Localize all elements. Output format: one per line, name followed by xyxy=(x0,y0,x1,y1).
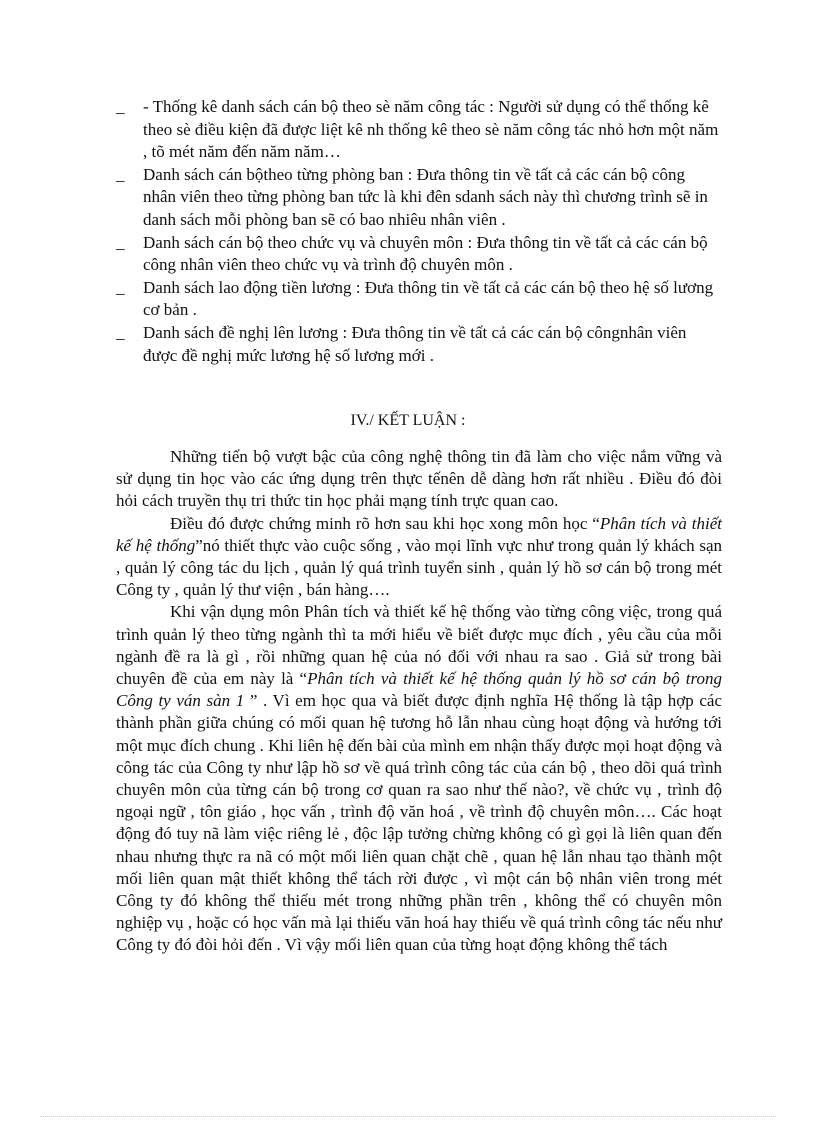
list-item xyxy=(116,96,722,164)
list-item-text: Danh sách cán bộ theo chức vụ và chuyên môn : Đưa thông tin về tất cả các cán bộ công nhân viên theo chức vụ và trình độ chuyên môn . xyxy=(143,232,708,275)
report-list xyxy=(116,96,722,367)
paragraph xyxy=(116,601,722,956)
list-item xyxy=(116,277,722,322)
bullet-marker: _ xyxy=(116,277,125,297)
paragraph-text: Những tiến bộ vượt bậc của công nghệ thông tin đã làm cho việc nắm vững và sử dụng tin học vào các ứng dụng trên thực tếnên dễ dàng hơn rất nhiều . Điều đó đòi hỏi cách truyền thụ tri thức tin học phải mạng tính trực quan cao. xyxy=(116,447,722,511)
thesis-title-italic: Phân tích và thiết kế hệ thống quản lý hồ sơ cán bộ trong Công ty ván sàn 1 xyxy=(116,669,722,711)
list-item xyxy=(116,164,722,232)
list-item-text: Danh sách lao động tiền lương : Đưa thông tin về tất cả các cán bộ theo hệ số lương cơ bản . xyxy=(143,277,714,320)
conclusion-body xyxy=(116,446,722,957)
paragraph xyxy=(116,446,722,513)
paragraph-text: ”nó thiết thực vào cuộc sống , vào mọi lĩnh vực như trong quản lý khách sạn , quản lý công tác du lịch , quản lý quá trình tuyển sinh , quản lý hồ sơ cán bộ trong mét Công ty , quản lý thư viện , bán hàng…. xyxy=(116,535,722,600)
page-bottom-rule xyxy=(40,1116,776,1117)
bullet-marker: _ xyxy=(116,322,125,342)
course-title-italic: Phân tích và thiết kế hệ thống xyxy=(116,513,722,555)
list-item-text: - Thống kê danh sách cán bộ theo sè năm công tác : Người sử dụng có thể thống kê theo sè điều kiện đã được liệt kê nh thống kê theo sè năm công tác nhỏ hơn một năm , tõ mét năm đến năm năm… xyxy=(143,97,719,162)
list-item xyxy=(116,232,722,277)
list-item-text: Danh sách cán bộtheo từng phòng ban : Đưa thông tin về tất cả các cán bộ công nhân viên theo từng phòng ban tức là khi đên sdanh sách này thì chương trình sẽ in danh sách mỗi phòng ban sẽ có bao nhiêu nhân viên . xyxy=(143,164,708,229)
section-heading: IV./ KẾT LUẬN : xyxy=(350,412,466,429)
paragraph-text: Khi vận dụng môn Phân tích và thiết kế hệ thống vào từng công việc, trong quá trình quản lý theo từng ngành thì ta mới hiểu về biết được mục đích , yêu cầu của mỗi ngành đề ra là gì , rồi những quan hệ của nó đối với nhau ra sao . Giả sử trong bài chuyên đề của em này là “ xyxy=(116,602,722,689)
list-item xyxy=(116,322,722,367)
bullet-marker: _ xyxy=(116,232,125,252)
list-item-text: Danh sách đề nghị lên lương : Đưa thông tin về tất cả các cán bộ côngnhân viên được đề nghị mức lương hệ số lương mới . xyxy=(143,322,687,365)
paragraph-text: Điều đó được chứng minh rõ hơn sau khi học xong môn học “ xyxy=(170,513,600,533)
paragraph xyxy=(116,513,722,602)
bullet-marker: _ xyxy=(116,97,125,116)
paragraph-text: ” . Vì em học qua và biết được định nghĩa Hệ thống là tập hợp các thành phần giữa chúng có mối quan hệ tương hỗ lẫn nhau cùng hoạt động và hướng tới một mục đích chung . Khi liên hệ đến bài của mình em nhận thấy được mọi hoạt động và công tác của Công ty như lập hồ sơ về quá trình công tác của cán bộ , theo dõi quá trình chuyên môn của từng cán bộ trong cơ quan ra sao như thế nào?, về chức vụ , trình độ ngoại ngữ , tôn giáo , học vấn , trình độ văn hoá , về trình độ chuyên môn…. Các hoạt động đó tuy nã làm việc riêng lẻ , độc lập tưởng chừng không có gì gọi là liên quan đến nhau nhưng thực ra nã có một mối liên quan chặt chẽ , quan hệ lẫn nhau tạo thành một mối liên quan mật thiết không thể tách rời được , vì một cán bộ nhân viên trong mét Công ty đó không thể thiếu mét trong những phần trên , không thể có chuyên môn nghiệp vụ , hoặc có học vấn mà lại thiếu văn hoá hay thiếu về quá trình công tác nếu như Công ty đó đòi hỏi đến . Vì vậy mối liên quan của từng hoạt động không thể tách xyxy=(116,691,722,955)
bullet-marker: _ xyxy=(116,164,125,184)
